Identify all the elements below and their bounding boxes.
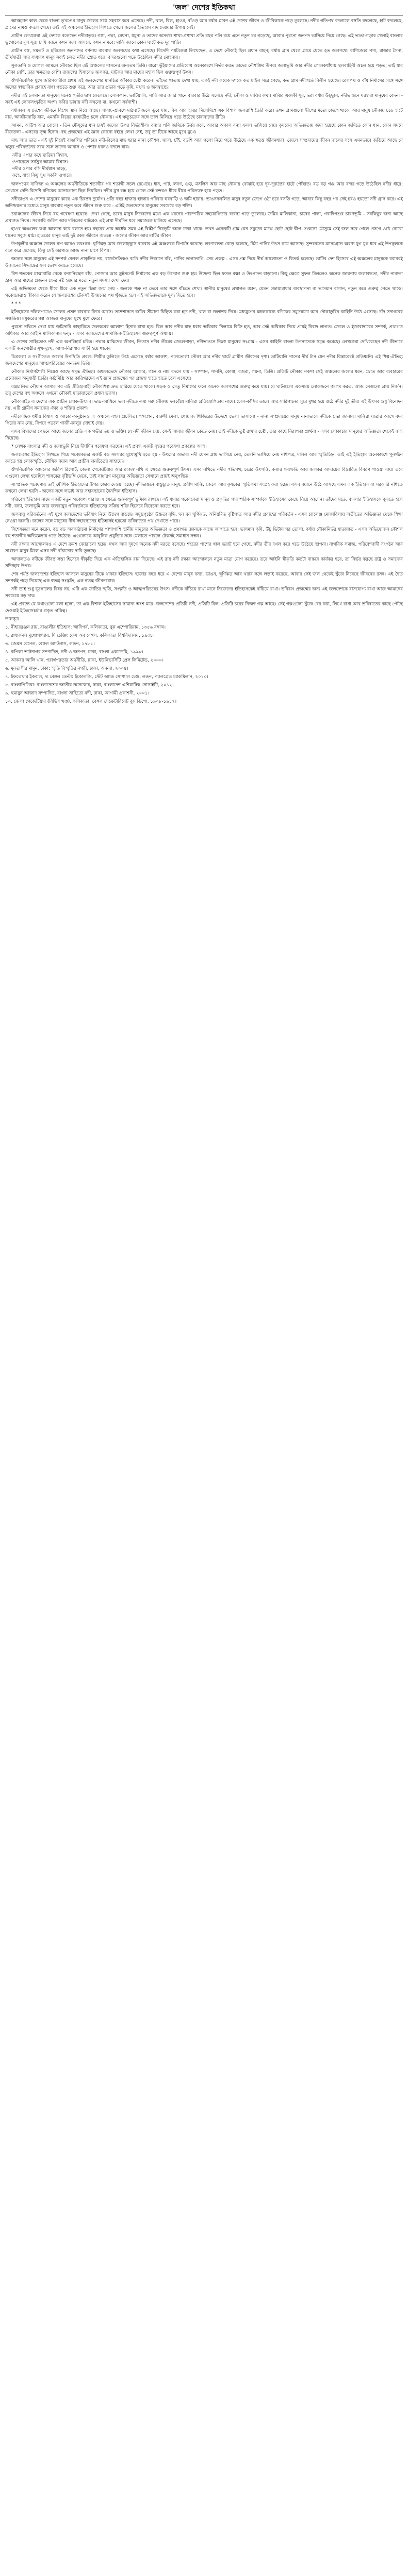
- paragraph: এই প্রবন্ধে যে কথাগুলো বলা হলো, তা এক বিশাল ইতিহাসের সামান্য অংশ মাত্র। জলদেশের প্রতিটি নদী, প্রতিটি বিল, প্রতিটি চরের নিজস্ব গল্প আছে। সেই গল্পগুলো খুঁজে বের করা, লিখে রাখা আর ভবিষ্যতের কাছে পৌঁছে দেওয়াই ইতিহাসচর্চার প্রকৃত দায়িত্ব।: [5, 602, 403, 614]
- paragraph: বর্ষাকাল এ দেশের জীবনে বিশেষ স্থান নিয়ে আছে। আষাঢ়-শ্রাবণে মাঠঘাট জলে ডুবে যায়, বিল আর হাওর মিলেমিশে এক বিশাল জলরাশি তৈরি করে। তখন গ্রামগুলো দ্বীপের মতো জেগে থাকে, আর মানুষ নৌকায় চড়ে হাটে যায়, আত্মীয়বাড়ি যায়, এমনকি বিয়ের বরযাত্রীও চলে নৌকায়। এই ঋতুচক্রের সঙ্গে তাল মিলিয়ে গড়ে উঠেছে চাষাবাদের রীতি।: [5, 108, 403, 120]
- paragraph: শেষ পর্যন্ত জলদেশের ইতিহাস আসলে মানুষের টিকে থাকার ইতিহাস। হাজার বছর ধরে এ দেশের মানুষ বন্যা, ভাঙন, ঘূর্ণিঝড় আর খরার সঙ্গে লড়াই করেছে, আবার সেই জল থেকেই খুঁজে নিয়েছে জীবনের রসদ। এই দ্বৈত সম্পর্কই গড়ে দিয়েছে এক স্বতন্ত্র সংস্কৃতি, এক স্বতন্ত্র জীবনবোধ।: [5, 572, 403, 584]
- paragraph: ঔপনিবেশিক আমলের জরিপ রিপোর্ট, জেলা গেজেটিয়ার আর রাজস্ব নথি এ ক্ষেত্রে গুরুত্বপূর্ণ উৎস। এসব নথিতে নদীর গতিপথ, চরের উৎপত্তি, বন্যার ক্ষয়ক্ষতি আর জলকর আদায়ের বিস্তারিত বিবরণ পাওয়া যায়। তবে এগুলো লেখা হয়েছিল শাসকের দৃষ্টিভঙ্গি থেকে, তাই সাধারণ মানুষের অভিজ্ঞতা সেখানে প্রায়ই অনুপস্থিত।: [5, 467, 403, 479]
- paragraph: ইতিহাসের দলিলপত্রেও জলের প্রসঙ্গ বারবার ফিরে আসে। তাম্রশাসনে জমির সীমানা চিহ্নিত করা হত নদী, খাল বা জলাশয় দিয়ে। মধ্যযুগের মঙ্গলকাব্যে বণিকের সমুদ্রযাত্রা আর নৌকাডুবির কাহিনি উঠে এসেছে। চাঁদ সদাগরের সপ্তডিঙা মধুকরের গল্প আজও মানুষের মুখে মুখে ফেরে।: [5, 310, 403, 321]
- paragraph: যন্ত্রচালিত নৌযান আসার পর এই ঐতিহ্যবাহী নৌকাশিল্প দ্রুত হারিয়ে যেতে থাকে। সড়ক ও সেতু নির্মাণের ফলে অনেক জলপথের গুরুত্ব কমে যায়। যে ঘাটগুলো একসময় লোকজনে গমগম করত, আজ সেগুলো প্রায় নির্জন। তবু দেশের বহু অঞ্চলে এখনো নৌকাই যাতায়াতের প্রধান ভরসা।: [5, 384, 403, 396]
- paragraph: নদীর এই চলমানতা মানুষের মনেও গভীর ছাপ ফেলেছে। লোকগান, ভাটিয়ালি, সারি আর জারি গানে বারবার উঠে এসেছে নদী, নৌকা ও মাঝির কথা। মাঝির একাকী সুর, ভরা বর্ষার উচ্ছ্বাস, নদীভাঙনে ঘরহারা মানুষের বেদনা - সবই এই লোকসংস্কৃতির অংশ। কবির ভাষায় নদী কখনো মা, কখনো সর্বনাশী।: [5, 93, 403, 105]
- reference-item: ৬. মুনতাসীর মামুন, ঢাকা: স্মৃতি বিস্মৃতির নগরী, ঢাকা, অনন্যা, ২০০৪।: [5, 666, 128, 671]
- paragraph: আদালতও নদীকে জীবন্ত সত্তা হিসেবে স্বীকৃতি দিয়ে এক ঐতিহাসিক রায় দিয়েছে। এই রায় নদী রক্ষার আন্দোলনে নতুন মাত্রা যোগ করেছে। তবে আইনি স্বীকৃতি কতটা বাস্তবে কার্যকর হবে, তা নির্ভর করছে রাষ্ট্র ও সমাজের সদিচ্ছার উপর।: [5, 557, 403, 569]
- reference-item: ২. রাধাকমল মুখোপাধ্যায়, দি চেঞ্জিং ফেস অব বেঙ্গল, কলিকাতা বিশ্ববিদ্যালয়, ১৯৩৮।: [5, 633, 155, 638]
- paragraph: জলবায়ু পরিবর্তনের এই যুগে জলদেশের ভবিষ্যৎ নিয়ে উদ্বেগ বাড়ছে। সমুদ্রপৃষ্ঠের উচ্চতা বৃদ্ধি, ঘন ঘন ঘূর্ণিঝড়, অনিয়মিত বৃষ্টিপাত আর নদীর প্রবাহের পরিবর্তন - এসব চ্যালেঞ্জ মোকাবিলায় অতীতের অভিজ্ঞতা থেকে শিক্ষা নেওয়া জরুরি। জলের সঙ্গে মানুষের দীর্ঘ সহাবস্থানের ইতিহাসই হয়তো ভবিষ্যতের পথ দেখাতে পারে।: [5, 512, 403, 524]
- verse-line: কহে, যাহা কিছু সুখ সকলি ওপারে।: [12, 173, 73, 178]
- reference-item: ৭. ইফতেখার ইকবাল, দ্য বেঙ্গল ডেল্টা: ইকোলজি, স্টেট অ্যান্ড সোশ্যাল চেঞ্জ, লন্ডন, প্যালগ্রেভ ম্যাকমিলান, ২০১০।: [5, 674, 208, 680]
- paragraph: আমন, আউশ আর বোরো - তিন মৌসুমের ধান চাষই জলের উপর নির্ভরশীল। বন্যার পলি জমিকে উর্বর করে, আবার অকাল বন্যা ফসল ভাসিয়ে নেয়। কৃষকের অভিজ্ঞতায় জমা হয়েছে কোন জমিতে কোন ধান, কোন সময়ে বীজতলা - এসবের সূক্ষ্ম হিসাব। বহু প্রজন্মের এই জ্ঞান কোনো বইয়ে লেখা নেই, তবু তা টিকে আছে মুখে মুখে।: [5, 123, 403, 135]
- article-title: 'জল' দেশের ইতিকথা: [173, 4, 235, 12]
- paragraph: নদী তাই শুধু ভূগোলের বিষয় নয়, এটি এক জাতির স্মৃতি, সংস্কৃতি ও আত্মপরিচয়ের উৎস। নদীকে বাঁচিয়ে রাখা মানে নিজেদের ইতিহাসকেই বাঁচিয়ে রাখা। ভবিষ্যৎ প্রজন্মের জন্য এই জলদেশকে বাসযোগ্য রাখা আজ আমাদের সবচেয়ে বড় দায়।: [5, 587, 403, 599]
- reference-item: ১০. জেলা গেজেটিয়ার (বিভিন্ন খণ্ড), কলিকাতা, বেঙ্গল সেক্রেটারিয়েট বুক ডিপো, ১৯০৮-১৯১৭।: [5, 699, 177, 704]
- reference-item: ৪. কপিলা ভাটনাগর সম্পাদিত, নদী ও জনপদ, ঢাকা, বাংলা একাডেমি, ১৯৯৮।: [5, 650, 143, 655]
- paragraph: নদীকেন্দ্রিক ধর্মীয় বিশ্বাস ও আচার-অনুষ্ঠানও এ অঞ্চলে বহুল প্রচলিত। গঙ্গাস্নান, বারুণী মেলা, খোয়াজ খিজিরের উদ্দেশে ভেলা ভাসানো - নানা সম্প্রদায়ের মানুষ নানাভাবে নদীকে শ্রদ্ধা জানায়। মাঝিরা যাত্রার আগে বদর পিরের নাম নেয়, বিপদে পড়লে গাজী-কালুর দোহাই দেয়।: [5, 414, 403, 426]
- paragraph: উপকূলীয় অঞ্চলে জলের রূপ আরও ভয়ংকর। ঘূর্ণিঝড় আর জলোচ্ছ্বাস বারবার এই অঞ্চলকে বিপর্যস্ত করেছে। লবণাক্ততা বেড়ে চলেছে, মিঠা পানির উৎস কমে আসছে। সুন্দরবনের ম্যানগ্রোভ অরণ্য যুগ যুগ ধরে এই উপকূলকে রক্ষা করে এসেছে, কিন্তু সেই অরণ্যও আজ নানা চাপে বিপন্ন।: [5, 242, 403, 253]
- paragraph: সুলতানি ও মোগল আমলে নৌবহর ছিল এই অঞ্চলের শাসনের অন্যতম ভিত্তি। বারো ভুঁইয়াদের প্রতিরোধ অনেকাংশে নির্ভর করত তাদের নৌশক্তির উপর। জলাভূমি আর নদীর গোলকধাঁধায় স্থলবাহিনী অচল হয়ে পড়ত; তাই যার নৌকা বেশি, তার ক্ষমতাও বেশি। রাজস্বের হিসাবেও জলকর, ঘাটকর আর মাছের মহাল ছিল গুরুত্বপূর্ণ উৎস।: [5, 63, 403, 75]
- paragraph: এসব বিশ্বাসের পেছনে আছে জলের প্রতি এক গভীর ভয় ও ভক্তি। যে নদী জীবন দেয়, সে-ই আবার জীবন কেড়ে নেয়। তাই নদীকে তুষ্ট রাখার চেষ্টা, তার কাছে নিরাপত্তা প্রার্থনা - এসব লোকাচার মানুষের অভিজ্ঞতা থেকেই জন্ম নিয়েছে।: [5, 429, 403, 441]
- references-section: [5, 616, 403, 705]
- paragraph: নদী রক্ষার আন্দোলনও এ দেশে ক্রমশ জোরালো হচ্ছে। দখল আর দূষণে অনেক নদী মরতে বসেছে। শহরের পাশের খাল ভরাট হয়ে গেছে, নদীর তীর দখল করে গড়ে উঠেছে স্থাপনা। নাগরিক সমাজ, পরিবেশবাদী সংগঠন আর সাধারণ মানুষ মিলে এসব নদী বাঁচানোর দাবি তুলছে।: [5, 542, 403, 554]
- section-break: * * *: [11, 301, 21, 307]
- paragraph: চিত্রকলা ও সংগীতেও জলের উপস্থিতি প্রবল। শিল্পীর তুলিতে উঠে এসেছে বর্ষার আকাশ, পালতোলা নৌকা আর নদীর ঘাটে গ্রামীণ জীবনের দৃশ্য। ভাটিয়ালি গানের দীর্ঘ টান যেন নদীর বিস্তারেরই প্রতিধ্বনি। এই শিল্প-ঐতিহ্য জলদেশের মানুষের আত্মপরিচয়ের অন্যতম ভিত্তি।: [5, 354, 403, 366]
- article-body: [5, 18, 403, 615]
- verse-quote: [5, 152, 403, 179]
- paragraph: হাওর অঞ্চলের কথা আলাদা করে বলতে হয়। বছরের প্রায় অর্ধেক সময় এই বিস্তীর্ণ নিম্নভূমি জলে ঢাকা থাকে। তখন একেকটি গ্রাম যেন সমুদ্রের মাঝে ছোট ছোট দ্বীপ। শুকনো মৌসুমে সেই জল সরে গেলে জেগে ওঠে বোরো ধানের সবুজ মাঠ। হাওরের মানুষ তাই দুই রকম জীবনে অভ্যস্ত - জলের জীবন আর মাটির জীবন।: [5, 227, 403, 239]
- reference-item: ৮. বাংলাপিডিয়া: বাংলাদেশের জাতীয় জ্ঞানকোষ, ঢাকা, বাংলাদেশ এশিয়াটিক সোসাইটি, ২০১২।: [5, 683, 174, 688]
- paragraph: পরিবেশ ইতিহাস নামে একটি নতুন গবেষণা ধারাও এ ক্ষেত্রে গুরুত্বপূর্ণ ভূমিকা রাখছে। এই ধারার গবেষকেরা মানুষ ও প্রকৃতির পারস্পরিক সম্পর্ককে ইতিহাসের কেন্দ্রে নিয়ে আসেন। তাঁদের মতে, বাংলার ইতিহাসকে বুঝতে হলে নদী, বন্যা, জলাভূমি আর জলবায়ুর পরিবর্তনকে ইতিহাসের সক্রিয় শক্তি হিসেবে বিবেচনা করতে হবে।: [5, 497, 403, 509]
- paragraph: নৌকাবাইচ এ দেশের এক প্রাচীন লোক-উৎসব। ভাদ্র-আশ্বিনে ভরা নদীতে লম্বা সরু নৌকায় দলবেঁধে মাঝিরা প্রতিযোগিতায় নামে। ঢোল-কাঁসির তালে আর সারিগানের সুরে মুখর হয়ে ওঠে নদীর দুই তীর। এই উৎসব শুধু বিনোদন নয়, এটি গ্রামীণ সমাজের ঐক্য ও শক্তির প্রকাশ।: [5, 399, 403, 411]
- paragraph: বিশ শতকের মাঝামাঝি থেকে বন্যানিয়ন্ত্রণ বাঁধ, পোল্ডার আর স্লুইসগেট নির্মাণের এক বড় উদ্যোগ শুরু হয়। উদ্দেশ্য ছিল ফসল রক্ষা ও উৎপাদন বাড়ানো। কিছু ক্ষেত্রে সুফল মিললেও অনেক জায়গায় জলাবদ্ধতা, নদীর নাব্যতা হ্রাস আর মাছের প্রজনন ক্ষেত্র নষ্ট হওয়ার মতো নতুন সমস্যা দেখা দেয়।: [5, 272, 403, 283]
- paragraph: ঔপনিবেশিক যুগে জরিপকারীরা প্রথম এই জলদেশের মানচিত্র আঁকার চেষ্টা করেন। তাঁদের খাতায় দেখা যায়, একই নদী কয়েক দশকে কত মাইল সরে গেছে, কত গ্রাম নদীগর্ভে বিলীন হয়েছে। রেলপথ ও বাঁধ নির্মাণের সঙ্গে সঙ্গে জলের স্বাভাবিক প্রবাহে বাধা পড়তে শুরু করে, আর তার প্রভাব পড়ে কৃষি, মৎস্য ও জনস্বাস্থ্যে।: [5, 78, 403, 90]
- verse-line: নদীর এপার কহে ছাড়িয়া নিশ্বাস,: [12, 153, 69, 158]
- footnote: * লেখক বাংলার নদী ও জলাভূমি নিয়ে দীর্ঘদিন গবেষণা করছেন। এই প্রবন্ধ একটি বৃহত্তর গবেষণা প্রকল্পের অংশ।: [11, 444, 207, 449]
- references-heading: তথ্যসূত্র: [5, 617, 19, 622]
- paragraph: এ দেশের সাহিত্যেও নদী এক অপরিহার্য চরিত্র। পদ্মার মাঝিদের জীবন, তিতাস নদীর তীরের জেলেপাড়া, নদীভাঙনে নিঃস্ব মানুষের সংগ্রাম - এসব কাহিনি বাংলা উপন্যাসকে সমৃদ্ধ করেছে। লেখকেরা দেখিয়েছেন নদী কীভাবে একটি জনগোষ্ঠীর সুখ-দুঃখ, আশা-নিরাশার সাক্ষী হয়ে থাকে।: [5, 340, 403, 351]
- paragraph: জলের সঙ্গে মানুষের এই সম্পর্ক কেবল প্রাকৃতিক নয়, রাজনৈতিকও বটে। নদীর উজানে বাঁধ, পানির ভাগাভাগি, সেচ প্রকল্প - এসব প্রশ্ন নিয়ে দীর্ঘ আলোচনা ও বিতর্ক চলেছে। ভাটির দেশ হিসেবে এই অঞ্চলের মানুষকে বরাবরই উজানের সিদ্ধান্তের ফল ভোগ করতে হয়েছে।: [5, 257, 403, 268]
- reference-item: ৯. হুমায়ুন আজাদ সম্পাদিত, বাংলা সাহিত্যে নদী, ঢাকা, আগামী প্রকাশনী, ২০০১।: [5, 691, 150, 696]
- paragraph: নৌকার নির্মাণশৈলী নিয়েও আছে সমৃদ্ধ ঐতিহ্য। অঞ্চলভেদে নৌকার আকার, গঠন ও নাম বদলে যায় - সাম্পান, পানসি, কোষা, বজরা, গয়না, ডিঙি। প্রতিটি নৌকার নকশা সেই অঞ্চলের জলের ধরন, স্রোত আর ব্যবহারের প্রয়োজন অনুযায়ী তৈরি। কাঠমিস্ত্রি আর কারিগরদের এই জ্ঞান প্রজন্মের পর প্রজন্ম হাতে হাতে চলে এসেছে।: [5, 369, 403, 381]
- verse-line: নদীর ওপার বসি দীর্ঘশ্বাস ছাড়ে,: [12, 166, 67, 172]
- paragraph: প্রাচীন লেখকেরা এই দেশকে বলেছেন নদীমাতৃক। গঙ্গা, পদ্মা, মেঘনা, যমুনা ও তাদের অসংখ্য শাখা-প্রশাখা প্রতি বছর পলি বয়ে এনে নতুন চর গড়েছে, আবার পুরনো জনপদ ভাসিয়ে নিয়ে গেছে। এই ভাঙা-গড়ার খেলাই বাংলার ভূগোলের মূল সুর। চাষি জানে কখন জল আসবে, কখন নামবে; মাঝি জানে কোন ঘাটে কত দূর পাড়ি।: [5, 33, 403, 45]
- paragraph: মাছ আর ভাত - এই দুই নিয়েই বাঙালির পরিচয়। নদী-বিলের মাছ ধরার নানা কৌশল, জাল, চাঁই, বড়শি আর পলো নিয়ে গড়ে উঠেছে এক স্বতন্ত্র জীবনধারা। জেলে সম্প্রদায়ের জীবন জলের সঙ্গে এমনভাবে জড়িয়ে আছে যে ঋতুর পরিবর্তনের সঙ্গে সঙ্গে তাদের আবাস ও পেশার ধরনও বদলে যায়।: [5, 138, 403, 150]
- paragraph: নদীভাঙন এ দেশের মানুষের কাছে এক চিরন্তন দুর্যোগ। প্রতি বছর হাজার হাজার পরিবার ঘরবাড়ি ও জমি হারায়। ভাঙনকবলিত মানুষ নতুন জেগে ওঠা চরে বসতি গড়ে, আবার কিছু বছর পর সেই চরও হয়তো নদী গ্রাস করে। এই অনিশ্চয়তার মধ্যেও মানুষ বারবার নতুন করে জীবন শুরু করে - এটাই জলদেশের মানুষের সবচেয়ে বড় শক্তি।: [5, 197, 403, 209]
- paragraph: আবহমান কাল থেকে বাংলা ভূখণ্ডের মানুষ জলের সঙ্গে সহবাস করে এসেছে। নদী, খাল, বিল, হাওর, বাঁওড় আর বর্ষার প্লাবন এই দেশের জীবন ও জীবিকাকে গড়ে তুলেছে। নদীর গতিপথ বদলালে বসতি বদলেছে, হাট বদলেছে, গ্রামের নামও বদলে গেছে। তাই এই অঞ্চলের ইতিহাস লিখতে গেলে জলের ইতিহাস বাদ দেওয়ার উপায় নেই।: [5, 19, 403, 30]
- reference-item: ৩. জেমস রেনেল, বেঙ্গল অ্যাটলাস, লন্ডন, ১৭৮১।: [5, 641, 95, 647]
- paragraph: প্রাচীন বঙ্গ, সমতট ও হরিকেল জনপদের বর্ণনায় বারবার জলপথের কথা এসেছে। বিদেশি পর্যটকেরা লিখেছেন, এ দেশে নৌকাই ছিল প্রধান বাহন; বর্ষায় গ্রাম থেকে গ্রামে যেতে হত জলপথে। বাণিজ্যের পণ্য, রাজার সৈন্য, তীর্থযাত্রী আর সাধারণ মানুষ সবাই চলত নদীর স্রোত ধরে। বন্দরগুলো গড়ে উঠেছিল নদীর মোহনায়।: [5, 48, 403, 60]
- paragraph: চরাঞ্চলের জীবন নিয়ে বহু গবেষণা হয়েছে। দেখা গেছে, চরের মানুষ নিজেদের মধ্যে এক ধরনের পারস্পরিক সহযোগিতার ব্যবস্থা গড়ে তুলেছে। জমির মালিকানা, চাষের পালা, গবাদিপশুর চারণভূমি - সবকিছুর জন্য আছে প্রথাগত নিয়ম। সরকারি জরিপ আর দলিলের বাইরেও এই প্রথা দীর্ঘদিন ধরে সমাজকে চালিয়ে এসেছে।: [5, 212, 403, 224]
- paragraph: এই অভিজ্ঞতা থেকে ধীরে ধীরে এক নতুন চিন্তা জন্ম নেয় - জলকে শত্রু না ভেবে তার সঙ্গে বাঁচতে শেখা। স্থানীয় মানুষের প্রথাগত জ্ঞান, যেমন জোয়ারাধার ব্যবস্থাপনা বা ভাসমান বাগান, নতুন করে গুরুত্ব পেতে থাকে। গবেষকেরাও স্বীকার করেন যে জলদেশের টেকসই উন্নয়নের পথ খুঁজতে হলে এই অভিজ্ঞতাকে মূল্য দিতে হবে।: [5, 286, 403, 298]
- paragraph: জলদেশের ইতিহাস লিখতে গিয়ে গবেষকদের একটি বড় সমস্যার মুখোমুখি হতে হয় - উৎসের অভাব। নদী যেমন গ্রাম ভাসিয়ে নেয়, তেমনি ভাসিয়ে নেয় নথিপত্র, দলিল আর স্মৃতিচিহ্ন। তাই এই ইতিহাস অনেকাংশে পুনর্গঠন করতে হয় লোকস্মৃতি, মৌখিক বয়ান আর প্রাচীন মানচিত্রের সাহায্যে।: [5, 452, 403, 464]
- paragraph: সাম্প্রতিক গবেষণায় তাই মৌখিক ইতিহাসের উপর জোর দেওয়া হচ্ছে। নদীভাঙনে বাস্তুচ্যুত মানুষ, প্রবীণ মাঝি, জেলে আর কৃষকের স্মৃতিকথা সংগ্রহ করা হচ্ছে। এসব বয়ানে উঠে আসছে এমন এক ইতিহাস যা সরকারি নথিতে কখনো লেখা হয়নি - জলের সঙ্গে লড়াই আর সহাবস্থানের দৈনন্দিন ইতিহাস।: [5, 482, 403, 494]
- reference-item: ৫. আকবর আলি খান, পরার্থপরতার অর্থনীতি, ঢাকা, ইউনিভার্সিটি প্রেস লিমিটেড, ২০০০।: [5, 658, 164, 663]
- verse-line: ওপারেতে সর্বসুখ আমার বিশ্বাস।: [12, 160, 69, 165]
- paragraph: জলপথের বাণিজ্য এ অঞ্চলের অর্থনীতিকে শতাব্দীর পর শতাব্দী সচল রেখেছে। ধান, পাট, লবণ, গুড়, মসলিন আর মাছ নৌকায় বোঝাই হয়ে দূর-দূরান্তের হাটে পৌঁছাত। বড় বড় গঞ্জ আর বন্দর গড়ে উঠেছিল নদীর ধারে; সেখানে দেশি-বিদেশি বণিকের আনাগোনা ছিল নিয়মিত। নদীর মুখ বন্ধ হয়ে গেলে সেই বন্দরও ধীরে ধীরে পরিত্যক্ত হয়ে পড়ত।: [5, 182, 403, 194]
- paragraph: পুরনো নথিতে দেখা যায় জমিদারি কাছারিতে জলকরের আলাদা হিসাব রাখা হত। বিল আর নদীর মাছ ধরার অধিকার নিলামে বিক্রি হত, আর সেই অধিকার নিয়ে প্রায়ই বিবাদ লাগত। জেলে ও ইজারাদারের সম্পর্ক, প্রথাগত অধিকার আর আইনি মালিকানার দ্বন্দ্ব - এসব জলদেশের সামাজিক ইতিহাসের গুরুত্বপূর্ণ অধ্যায়।: [5, 325, 403, 336]
- reference-item: ১. নীহাররঞ্জন রায়, বাঙালীর ইতিহাস: আদিপর্ব, কলিকাতা, বুক এম্পোরিয়াম, ১৩৫৬ বঙ্গাব্দ।: [5, 625, 166, 630]
- paragraph: বিশেষজ্ঞরা মনে করেন, বড় বড় অবকাঠামো নির্মাণের পাশাপাশি স্থানীয় মানুষের অভিজ্ঞতা ও প্রথাগত জ্ঞানকে কাজে লাগাতে হবে। ভাসমান কৃষি, উঁচু ভিটায় ঘর তোলা, বর্ষায় নৌকানির্ভর যাতায়াত - এসব অভিযোজন কৌশল বহু শতাব্দীর অভিজ্ঞতায় গড়ে উঠেছে। এগুলোকে আধুনিক প্রযুক্তির সঙ্গে মেলাতে পারলে টেকসই সমাধান সম্ভব।: [5, 527, 403, 539]
